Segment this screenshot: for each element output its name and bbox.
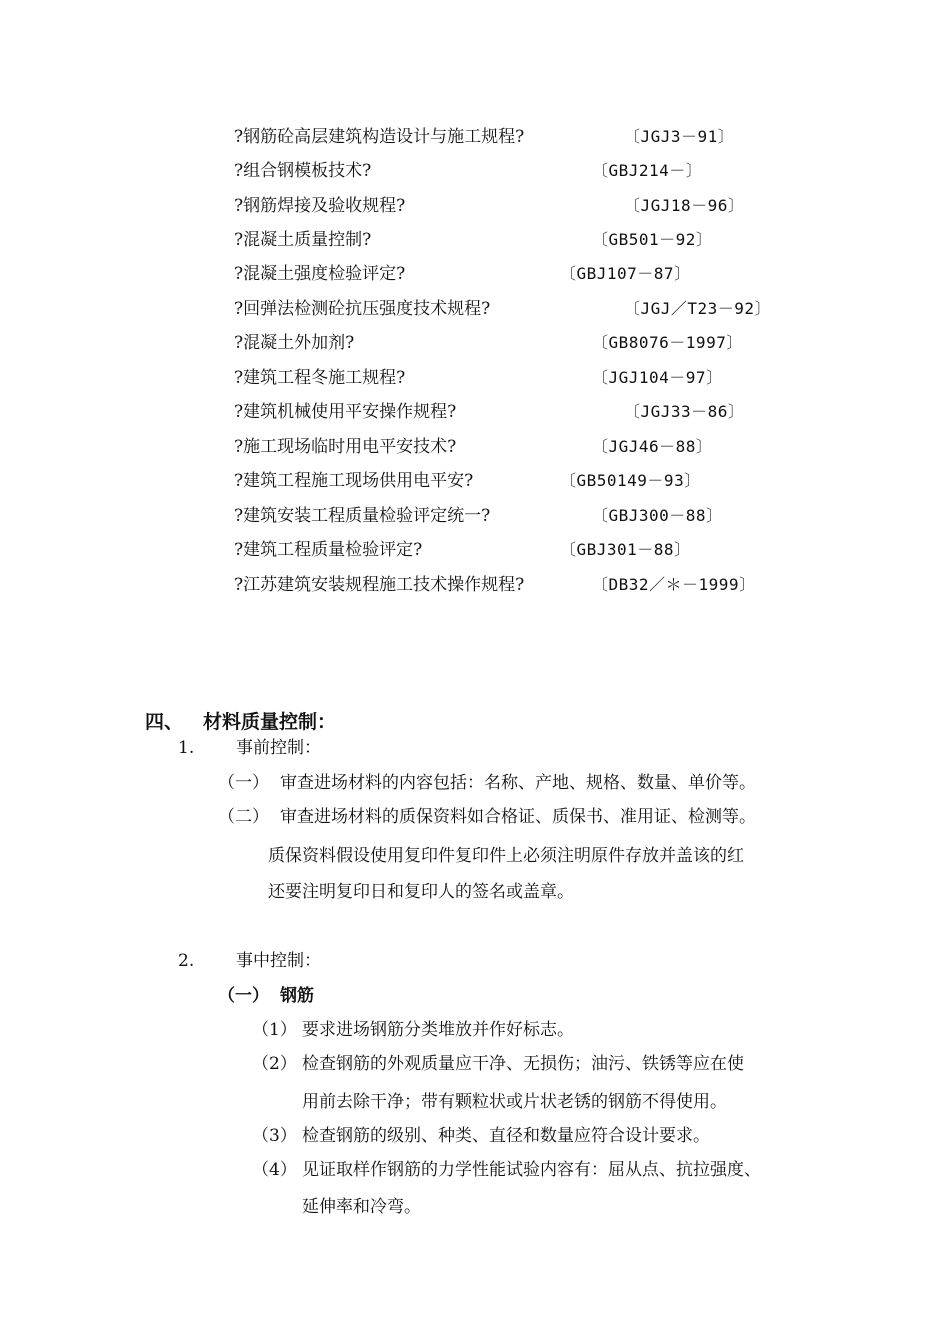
standard-name: ?江苏建筑安装规程施工技术操作规程? (234, 575, 525, 595)
rebar-item (252, 1018, 574, 1042)
standard-name: ?建筑安装工程质量检验评定统一? (234, 506, 491, 526)
item-text: 审查进场材料的内容包括：名称、产地、规格、数量、单价等。 (280, 773, 756, 793)
standard-code: 〔JGJ33－86〕 (624, 402, 745, 421)
standard-code: 〔GBJ107－87〕 (560, 264, 691, 283)
mid-control-title: 事中控制： (236, 951, 321, 971)
item-label: （一） (218, 773, 269, 793)
item-text: 见证取样作钢筋的力学性能试验内容有：屈从点、抗拉强度、 (302, 1160, 761, 1180)
item-text: 延伸率和冷弯。 (302, 1197, 421, 1217)
section-heading (145, 709, 336, 735)
item-label: （2） (252, 1054, 297, 1074)
rebar-item (252, 1158, 761, 1182)
rebar-item (252, 1090, 727, 1114)
pre-control-title: 事前控制： (236, 738, 321, 758)
section-number: 四、 (145, 711, 184, 733)
item-text: 用前去除干净；带有颗粒状或片状老锈的钢筋不得使用。 (302, 1092, 727, 1112)
item-label: （3） (252, 1126, 297, 1146)
pre-control-number: 1. (178, 738, 195, 758)
pre-control-item (218, 805, 756, 829)
rebar-item (252, 1052, 744, 1076)
standard-name: ?钢筋砼高层建筑构造设计与施工规程? (234, 127, 525, 147)
standard-name: ?混凝土外加剂? (234, 333, 355, 353)
subsection-label: （一） (218, 986, 269, 1006)
standard-name: ?施工现场临时用电平安技术? (234, 437, 457, 457)
item-label: （1） (252, 1020, 297, 1040)
item-text: 审查进场材料的质保资料如合格证、质保书、准用证、检测等。 (280, 807, 756, 827)
subsection-title: 钢筋 (280, 986, 314, 1006)
standard-name: ?建筑工程冬施工规程? (234, 368, 406, 388)
standard-code: 〔GB8076－1997〕 (592, 333, 743, 352)
pre-control-item (218, 771, 756, 795)
standard-name: ?组合钢模板技术? (234, 161, 372, 181)
standard-code: 〔GBJ301－88〕 (560, 540, 691, 559)
standard-code: 〔DB32／＊－1999〕 (592, 575, 756, 594)
continuation-line: 质保资料假设使用复印件复印件上必须注明原件存放并盖该的红 (268, 846, 744, 866)
standard-name: ?回弹法检测砼抗压强度技术规程? (234, 299, 491, 319)
subsection-heading (218, 984, 314, 1008)
item-text: 检查钢筋的外观质量应干净、无损伤；油污、铁锈等应在使 (302, 1054, 744, 1074)
standard-code: 〔JGJ／T23－92〕 (624, 299, 772, 318)
standard-name: ?混凝土强度检验评定? (234, 264, 406, 284)
item-label: （4） (252, 1160, 297, 1180)
standard-code: 〔GBJ214－〕 (592, 161, 703, 180)
standard-name: ?建筑机械使用平安操作规程? (234, 402, 457, 422)
standard-code: 〔GB50149－93〕 (560, 471, 701, 490)
mid-control-heading (178, 949, 321, 973)
standard-name: ?建筑工程施工现场供用电平安? (234, 471, 474, 491)
standard-code: 〔GB501－92〕 (592, 230, 713, 249)
standard-code: 〔JGJ18－96〕 (624, 196, 745, 215)
standard-code: 〔JGJ3－91〕 (624, 127, 735, 146)
standard-name: ?钢筋焊接及验收规程? (234, 196, 406, 216)
item-text: 检查钢筋的级别、种类、直径和数量应符合设计要求。 (302, 1126, 710, 1146)
standard-code: 〔JGJ46－88〕 (592, 437, 713, 456)
rebar-item (252, 1124, 710, 1148)
section-title: 材料质量控制： (203, 711, 337, 733)
standard-name: ?混凝土质量控制? (234, 230, 372, 250)
pre-control-heading (178, 736, 321, 760)
standard-code: 〔JGJ104－97〕 (592, 368, 723, 387)
standard-name: ?建筑工程质量检验评定? (234, 540, 423, 560)
item-label: （二） (218, 807, 269, 827)
item-text: 要求进场钢筋分类堆放并作好标志。 (302, 1020, 574, 1040)
rebar-item (252, 1195, 421, 1219)
mid-control-number: 2. (178, 951, 195, 971)
continuation-line: 还要注明复印日和复印人的签名或盖章。 (268, 882, 574, 902)
standard-code: 〔GBJ300－88〕 (592, 506, 723, 525)
